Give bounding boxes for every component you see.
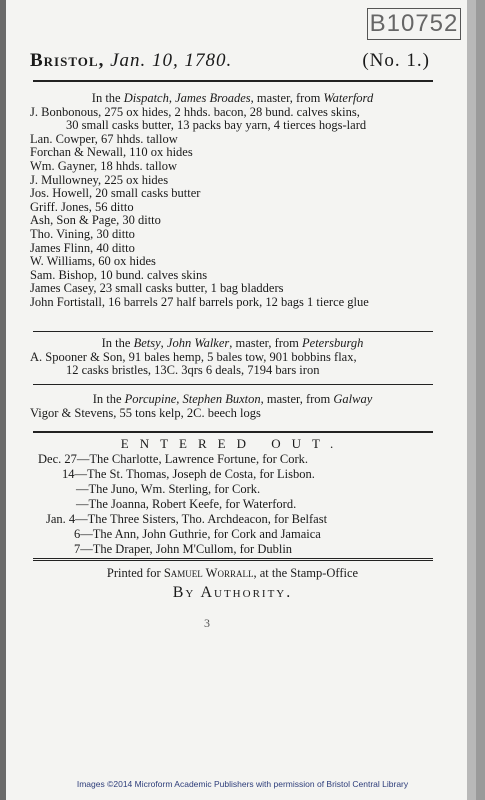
cargo-line: A. Spooner & Son, 91 bales hemp, 5 bales tow, 901 bobbins flax,	[30, 349, 357, 364]
ship-name: Betsy	[133, 336, 161, 350]
betsy-heading: In the Betsy, John Walker, master, from Petersburgh	[101, 336, 364, 350]
entered-out-title: ENTERED OUT.	[120, 436, 345, 451]
cargo-line: Jos. Howell, 20 small casks butter	[30, 186, 201, 201]
cargo-line: Sam. Bishop, 10 bund. calves skins	[30, 267, 208, 282]
rule-divider	[33, 431, 433, 433]
origin-port: Galway	[333, 392, 373, 406]
ship-name: Porcupine	[124, 392, 177, 406]
printer-name: Samuel Worrall	[163, 566, 254, 580]
cargo-line: Vigor & Stevens, 55 tons kelp, 2C. beech logs	[30, 405, 261, 420]
clearance-line: Dec. 27—The Charlotte, Lawrence Fortune, for Cork.	[38, 452, 309, 466]
origin-port: Waterford	[323, 91, 374, 105]
cargo-line: Forchan & Newall, 110 ox hides	[30, 145, 193, 160]
rule-top	[33, 80, 433, 82]
cargo-line: Tho. Vining, 30 ditto	[30, 226, 135, 241]
porcupine-heading: In the Porcupine, Stephen Buxton, master, from Galway	[92, 392, 373, 406]
masthead-date: Jan. 10, 1780.	[110, 50, 233, 71]
master-name: John Walker	[166, 336, 230, 350]
cargo-line: John Fortistall, 16 barrels 27 half barrels pork, 12 bags 1 tierce glue	[30, 294, 369, 309]
dispatch-heading: In the Dispatch, James Broades, master, from Waterford	[91, 91, 374, 105]
masthead	[30, 50, 430, 72]
cargo-line: 30 small casks butter, 13 packs bay yarn, 4 tierces hogs-lard	[66, 118, 367, 133]
page-mark: 3	[204, 616, 210, 630]
masthead-number: (No. 1.)	[362, 50, 430, 71]
rule-divider	[33, 331, 433, 332]
clearance-line: —The Juno, Wm. Sterling, for Cork.	[76, 482, 261, 496]
betsy-section	[30, 337, 435, 378]
image-credit: Images ©2014 Microform Academic Publishers with permission of Bristol Central Library	[76, 779, 409, 789]
masthead-city: Bristol,	[30, 50, 105, 71]
page-edge	[467, 0, 476, 800]
clearance-line: 14—The St. Thomas, Joseph de Costa, for Lisbon.	[62, 467, 315, 481]
origin-port: Petersburgh	[302, 336, 364, 350]
clearance-line: 6—The Ann, John Guthrie, for Cork and Jamaica	[74, 527, 321, 541]
cargo-line: Wm. Gayner, 18 hhds. tallow	[30, 158, 178, 173]
cargo-line: J. Mullowney, 225 ox hides	[30, 172, 169, 187]
cargo-line: Griff. Jones, 56 ditto	[30, 199, 134, 214]
imprint: Printed for Samuel Worrall, at the Stamp-Office	[106, 566, 359, 580]
authority-line: By Authority.	[172, 584, 293, 601]
clearance-line: 7—The Draper, John M'Cullom, for Dublin	[74, 542, 293, 556]
cargo-line: Lan. Cowper, 67 hhds. tallow	[30, 131, 178, 146]
clearance-line: —The Joanna, Robert Keefe, for Waterford.	[76, 497, 297, 511]
porcupine-section	[30, 393, 435, 420]
cargo-line: Ash, Son & Page, 30 ditto	[30, 213, 161, 228]
cargo-line: James Casey, 23 small casks butter, 1 bag bladders	[30, 281, 284, 296]
master-name: Stephen Buxton	[182, 392, 261, 406]
rule-bottom	[33, 558, 433, 561]
clearance-line: Jan. 4—The Three Sisters, Tho. Archdeacon, for Belfast	[46, 512, 328, 526]
cargo-line: J. Bonbonous, 275 ox hides, 2 hhds. bacon, 28 bund. calves skins,	[30, 104, 360, 119]
cargo-line: James Flinn, 40 ditto	[30, 240, 135, 255]
ship-name: Dispatch	[123, 91, 169, 105]
catalogue-stamp: B10752	[367, 8, 461, 40]
master-name: James Broades	[175, 91, 251, 105]
rule-divider	[33, 384, 433, 385]
cargo-line: W. Williams, 60 ox hides	[30, 254, 156, 269]
dispatch-section	[30, 92, 435, 310]
cargo-line: 12 casks bristles, 13C. 3qrs 6 deals, 7194 bars iron	[66, 363, 320, 378]
